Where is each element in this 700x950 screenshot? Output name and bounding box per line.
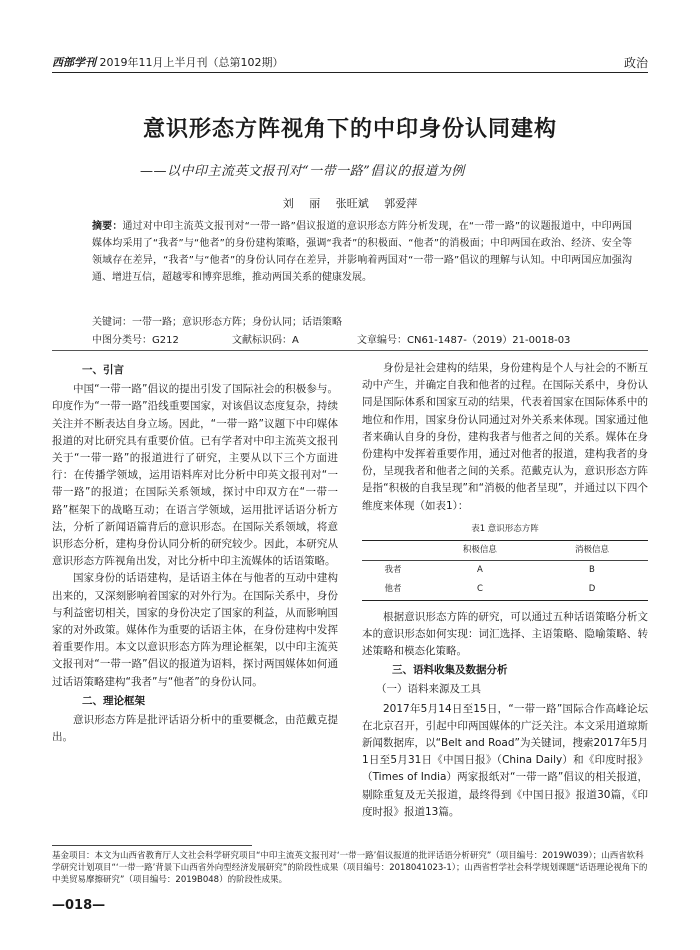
footnote-rule: [52, 845, 252, 846]
article-subtitle: ——以中印主流英文报刊对“一带一路”倡议的报道为例: [140, 164, 465, 179]
meta-rule: [52, 350, 648, 351]
paragraph: 身份是社会建构的结果，身份建构是个人与社会的不断互动中产生，并确定自我和他者的过程。在国际关系中，身份认同是国际体系和国家互动的结果，代表着国家在国际体系中的地位和作用，国家身份认同通过对外关系来体现。国家通过他者来确认自身的身份，建构我者与他者之间的关系。媒体在身份建构中发挥着重要作用，通过对他者的报道，建构我者的身份，呈现我者和他者之间的关系。范戴克认为，意识形态方阵是指“积极的自我呈现”和“消极的他者呈现”，并通过以下四个维度来体现（如表1）：: [362, 362, 648, 512]
table-row-label: 我者: [362, 561, 424, 581]
journal-name: 西部学刊: [52, 56, 96, 69]
left-column: [52, 360, 338, 746]
running-header: [52, 50, 648, 70]
section-heading-theory: 二、理论框架: [82, 694, 145, 707]
table-row-label: 他者: [362, 580, 424, 600]
author-list: 刘 丽 张旺斌 郭爱萍: [282, 197, 418, 210]
abstract-label: 摘要：: [92, 221, 123, 232]
paragraph: 国家身份的话语建构，是话语主体在与他者的互动中建构出来的，又深刻影响着国家的对外行为。在国际关系中，身份与利益密切相关，国家的身份决定了国家的利益，从而影响国家的对外政策。媒体作为重要的话语主体，在身份建构中发挥着重要作用。本文以意识形态方阵为理论框架，以中印主流英文报刊对“一带一路”倡议的报道为语料，探讨两国媒体如何通过话语策略建构“我者”与“他者”的身份认同。: [52, 572, 338, 688]
paragraph: 意识形态方阵是批评话语分析中的重要概念，由范戴克提出。: [52, 714, 338, 744]
funding-footnote: 基金项目：本文为山西省教育厅人文社会科学研究项目“中印主流英文报刊对‘一带一路’倡议报道的批评话语分析研究”（项目编号：2019W039）；山西省软科学研究计划项目“‘一带一路’背景下山西省外向型经济发展研究”的阶段性成果（项目编号：2018041023-1）；山西省哲学社会科学规划课题“话语理论视角下的中美贸易摩擦研究”（项目编号：2019B048）的阶段性成果。: [52, 851, 648, 885]
table-header-row: [362, 541, 648, 561]
document-code: 文献标识码：A: [232, 335, 299, 346]
paragraph: 根据意识形态方阵的研究，可以通过五种话语策略分析文本的意识形态如何实现：词汇选择、主语策略、隐喻策略、转述策略和模态化策略。: [362, 610, 648, 658]
section-heading-corpus: 三、语料收集及数据分析: [392, 664, 508, 677]
page-number: —018—: [52, 898, 106, 913]
subsection-heading-source: （一）语料来源及工具: [376, 683, 481, 696]
table-cell: A: [424, 561, 536, 581]
paragraph: 2017年5月14日至15日，“一带一路”国际合作高峰论坛在北京召开，引起中印两国媒体的广泛关注。本文采用道琼斯新闻数据库，以“Belt and Road”为关键词，搜索2017年5月1日至5月31日《中国日报》（China Daily）和《印度时报》（Times of India）两家报纸对“一带一路”倡议的相关报道，剔除重复及无关报道，最终得到《中国日报》报道30篇，《印度时报》报道13篇。: [362, 702, 648, 818]
table-row: [362, 580, 648, 600]
table-col-header: 积极信息: [424, 541, 536, 561]
section-heading-introduction: 一、引言: [82, 364, 124, 376]
abstract: [92, 218, 632, 286]
section-label: 政治: [623, 56, 648, 70]
journal-info: [52, 54, 284, 70]
keywords-label: 关键词：: [92, 317, 132, 328]
table-row: [362, 561, 648, 581]
paragraph: 中国“一带一路”倡议的提出引发了国际社会的积极参与。印度作为“一带一路”沿线重要国家，对该倡议态度复杂，持续关注并不断表达自身立场。因此，“一带一路”议题下中印媒体报道的对比研究具有重要价值。已有学者对中印主流英文报刊关于“一带一路”的报道进行了研究，主要从以下三个方面进行：在传播学领域，运用语料库对比分析中印英文报刊对“一带一路”的报道；在国际关系领域，探讨中印双方在“一带一路”框架下的战略互动；在语言学领域，运用批评话语分析方法，分析了新闻语篇背后的意识形态。在国际关系领域，将意识形态分析，建构身份认同分析的研究较少。因此，本研究从意识形态方阵视角出发，对比分析中印主流媒体的话语策略。: [52, 383, 338, 568]
table-corner: [362, 541, 424, 561]
table-cell: B: [536, 561, 648, 581]
abstract-text: 通过对中印主流英文报刊对“一带一路”倡议报道的意识形态方阵分析发现，在“一带一路”的议题报道中，中印两国媒体均采用了“我者”与“他者”的身份建构策略，强调“我者”的积极面、“他者”的消极面；中印两国在政治、经济、安全等领域存在差异，“我者”与“他者”的身份认同存在差异，并影响着两国对“一带一路”倡议的理解与认知。中印两国应加强沟通、增进互信，超越零和博弈思维，推动两国关系的健康发展。: [92, 221, 632, 283]
table-cell: C: [424, 580, 536, 600]
issue-info: 2019年11月上半月刊（总第102期）: [99, 56, 284, 69]
keywords-text: 一带一路；意识形态方阵；身份认同；话语策略: [132, 317, 342, 328]
article-title: 意识形态方阵视角下的中印身份认同建构: [142, 117, 557, 142]
table: [362, 540, 648, 601]
table-cell: D: [536, 580, 648, 600]
table-caption: 表1 意识形态方阵: [471, 523, 539, 534]
header-rule: [52, 72, 648, 73]
article-number: 文章编号：CN61-1487-（2019）21-0018-03: [357, 335, 571, 346]
table-col-header: 消极信息: [536, 541, 648, 561]
clc-number: 中图分类号：G212: [92, 335, 179, 346]
right-column: [362, 360, 648, 821]
keywords: [92, 313, 632, 328]
ideological-square-table: [362, 521, 648, 601]
